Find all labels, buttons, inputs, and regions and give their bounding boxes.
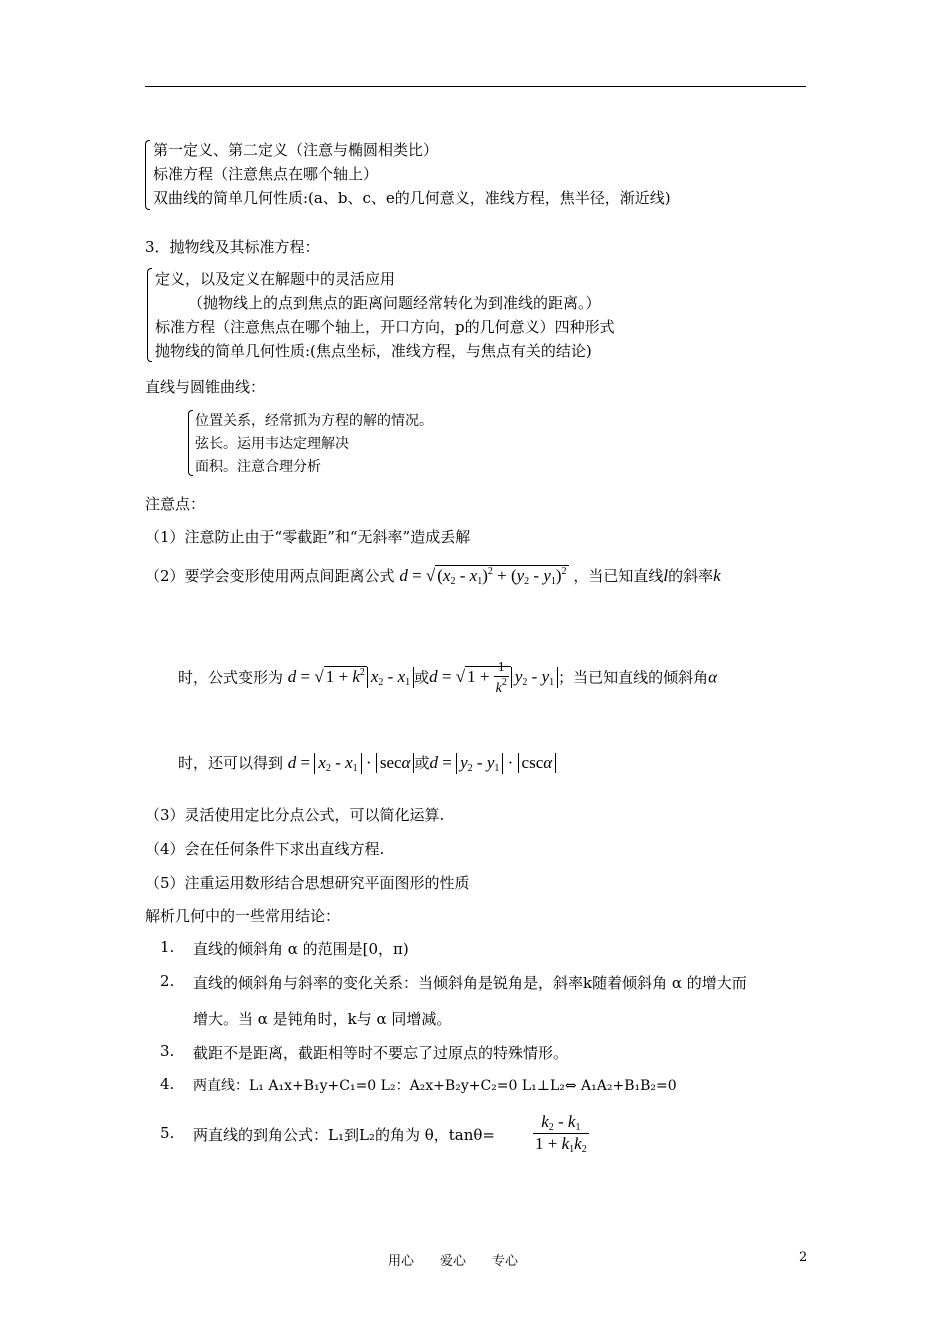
distance-formula-slope-y: d = √ 1 + $\frac{1}{k^2}$ $y_2 - y_1$ xyxy=(429,667,558,686)
header-rule xyxy=(145,86,806,87)
note-1: （1）注意防止由于“零截距”和“无斜率”造成丢解 xyxy=(145,528,471,546)
conclusion-4-num: 4. xyxy=(160,1075,175,1093)
note-2b-prefix: 时，公式变形为 xyxy=(178,668,284,687)
note-2c-or: 或 xyxy=(414,754,430,772)
section3-heading: 3．抛物线及其标准方程： xyxy=(145,238,320,256)
distance-formula-slope-x: d = √ $1 + k^2$ $x_2 - x_1$ xyxy=(288,667,414,686)
note-2-line xyxy=(145,565,721,587)
conclusion-5-text: 两直线的到角公式：L₁到L₂的角为 θ，tanθ= xyxy=(193,1126,495,1144)
hyperbola-line-2: 标准方程（注意焦点在哪个轴上） xyxy=(153,165,379,183)
conclusion-3-text: 截距不是距离，截距相等时不要忘了过原点的特殊情形。 xyxy=(193,1044,569,1062)
conclusions-heading: 解析几何中的一些常用结论： xyxy=(145,907,341,925)
parabola-line-2: （抛物线上的点到焦点的距离问题经常转化为到准线的距离。） xyxy=(188,294,601,312)
line-conic-heading: 直线与圆锥曲线： xyxy=(145,378,266,396)
line-conic-3: 面积。注意合理分析 xyxy=(195,459,321,475)
brace-line-conic xyxy=(188,410,193,476)
brace-parabola xyxy=(147,268,152,362)
notes-heading: 注意点： xyxy=(145,495,206,513)
note-2b-suffix: ；当已知直线的倾斜角 xyxy=(558,668,709,687)
line-conic-1: 位置关系，经常抓为方程的解的情况。 xyxy=(195,413,433,429)
note-2-suffix: 的斜率 xyxy=(668,567,714,585)
conclusion-2-cont: 增大。当 α 是钝角时，k与 α 同增减。 xyxy=(193,1010,452,1028)
note-4: （4）会在任何条件下求出直线方程. xyxy=(145,840,385,858)
distance-formula-sec: $d = x_2 - x_1 \cdot \sec\alpha$ xyxy=(288,753,415,772)
note-2b-or: 或 xyxy=(414,668,430,687)
note-2-mid: ，当已知直线 xyxy=(573,567,664,585)
distance-formula: d = √ $(x_2 - x_1)^2 + (y_2 - y_1)^2$ xyxy=(399,566,567,587)
parabola-line-4: 抛物线的简单几何性质:(焦点坐标，准线方程，与焦点有关的结论) xyxy=(155,342,592,360)
footer-center: 用心 爱心 专心 xyxy=(388,1254,519,1269)
note-3: （3）灵活使用定比分点公式，可以简化运算. xyxy=(145,806,445,824)
note-5: （5）注重运用数形结合思想研究平面图形的性质 xyxy=(145,874,470,892)
alpha-symbol: α xyxy=(708,667,718,687)
conclusion-3-num: 3. xyxy=(160,1042,175,1060)
note-2c-line xyxy=(178,752,556,774)
parabola-line-3: 标准方程（注意焦点在哪个轴上，开口方向，p的几何意义）四种形式 xyxy=(155,318,615,336)
hyperbola-line-1: 第一定义、第二定义（注意与椭圆相类比） xyxy=(153,141,439,159)
angle-formula-fraction: $\frac{k_2 - k_1}{1 + k_1k_2}$ xyxy=(535,1112,587,1155)
note-2c-prefix: 时，还可以得到 xyxy=(178,754,284,772)
page-number: 2 xyxy=(799,1250,808,1265)
brace-hyperbola xyxy=(145,140,150,210)
conclusion-1-text: 直线的倾斜角 α 的范围是[0，π) xyxy=(193,940,409,958)
slope-k-symbol: k xyxy=(713,566,721,585)
line-conic-2: 弦长。运用韦达定理解决 xyxy=(195,436,349,452)
distance-formula-csc: $d = y_2 - y_1 \cdot \csc\alpha$ xyxy=(430,753,557,772)
note-2-prefix: （2）要学会变形使用两点间距离公式 xyxy=(145,567,395,585)
conclusion-2-text: 直线的倾斜角与斜率的变化关系：当倾斜角是锐角是，斜率k随着倾斜角 α 的增大而 xyxy=(193,974,747,992)
conclusion-5-num: 5. xyxy=(160,1124,175,1142)
parabola-line-1: 定义，以及定义在解题中的灵活应用 xyxy=(155,270,396,288)
note-2b-line xyxy=(178,660,717,697)
hyperbola-line-3: 双曲线的简单几何性质:(a、b、c、e的几何意义，准线方程，焦半径，渐近线) xyxy=(153,189,671,207)
conclusion-2-num: 2. xyxy=(160,972,175,990)
line-l-symbol: l xyxy=(663,566,669,585)
conclusion-4-text: 两直线：L₁ A₁x+B₁y+C₁=0 L₂：A₂x+B₂y+C₂=0 L₁⊥L₂⇔ A₁A₂+B₁B₂=0 xyxy=(193,1078,677,1094)
conclusion-1-num: 1. xyxy=(160,938,175,956)
